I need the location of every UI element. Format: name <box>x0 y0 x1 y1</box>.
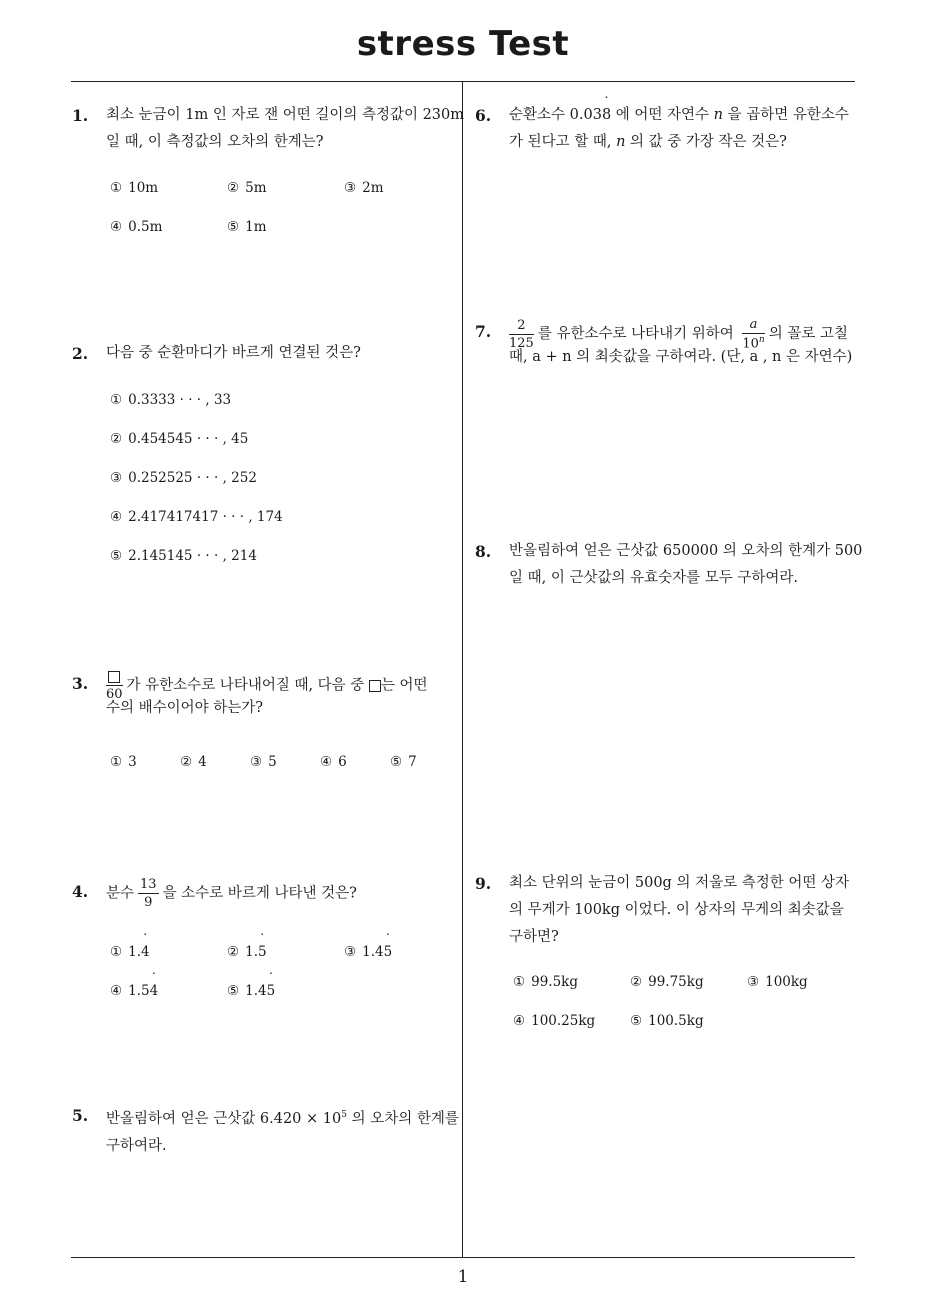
choice-mark: ② <box>630 974 643 990</box>
choice-value: 100.25kg <box>531 1013 596 1029</box>
question-number: 2. <box>72 344 89 363</box>
choice-1[interactable] <box>110 392 231 408</box>
blank-box-icon <box>108 671 120 683</box>
question-number: 6. <box>475 106 492 125</box>
choice-mark: ③ <box>344 944 357 960</box>
question-text: 는 어떤 <box>380 677 428 694</box>
question-text: 가 유한소수로 나타내어질 때, 다음 중 <box>126 677 365 694</box>
choice-mark: ⑤ <box>227 983 240 999</box>
choice-mark: ③ <box>250 754 263 770</box>
choice-mark: ③ <box>344 180 357 196</box>
choice-mark: ② <box>180 754 193 770</box>
choice-value: 0.5m <box>128 219 163 235</box>
repeating-digit: 5 ˙ <box>267 983 276 999</box>
choice-value: 10m <box>128 180 159 196</box>
choice-4[interactable] <box>110 983 158 999</box>
question-text: 일 때, 이 근삿값의 유효숫자를 모두 구하여라. <box>509 570 798 586</box>
choice-mark: ④ <box>320 754 333 770</box>
choice-mark: ④ <box>513 1013 526 1029</box>
question-text: 반올림하여 얻은 근삿값 6.420 × 10 <box>106 1110 342 1127</box>
choice-5[interactable] <box>630 1013 704 1029</box>
question-text: 때, a + n 의 최솟값을 구하여라. (단, a , n 은 자연수) <box>509 349 853 366</box>
fraction-denominator: 10 <box>742 336 759 352</box>
choice-mark: ④ <box>110 509 123 525</box>
choice-value: 1. <box>128 944 141 960</box>
question-text: 일 때, 이 측정값의 오차의 한계는? <box>106 134 324 150</box>
choice-value: 6 <box>338 754 347 770</box>
choice-1[interactable] <box>513 974 578 990</box>
choice-4[interactable] <box>320 754 347 770</box>
question-text: 반올림하여 얻은 근삿값 650000 의 오차의 한계가 500 <box>509 543 863 559</box>
question-text: 의 값 중 가장 작은 것은? <box>625 134 787 150</box>
question-text: 의 오차의 한계를 <box>346 1110 459 1127</box>
choice-mark: ⑤ <box>227 219 240 235</box>
variable: n <box>616 134 626 150</box>
choice-1[interactable] <box>110 944 150 960</box>
choice-mark: ① <box>110 180 123 196</box>
choice-mark: ① <box>110 392 123 408</box>
choice-value: 5 <box>268 754 277 770</box>
question-number: 1. <box>72 106 89 125</box>
fraction-denominator: 125 <box>509 335 534 351</box>
bottom-rule <box>71 1257 855 1258</box>
question-text: 을 곱하면 유한소수 <box>723 107 849 123</box>
blank-box-icon <box>369 680 381 692</box>
question-text: 최소 눈금이 1m 인 자로 잰 어떤 길이의 측정값이 230m <box>106 107 465 123</box>
choice-3[interactable] <box>250 754 277 770</box>
question-text: 구하면? <box>509 929 559 945</box>
choice-value: 0.3333 · · · , 33 <box>128 392 232 408</box>
fraction-numerator: 2 <box>509 319 534 335</box>
question-number: 8. <box>475 542 492 561</box>
question-number: 9. <box>475 874 492 893</box>
choice-mark: ⑤ <box>630 1013 643 1029</box>
question-text: 분수 <box>106 885 135 902</box>
question-number: 5. <box>72 1106 89 1125</box>
choice-value: 1m <box>245 219 267 235</box>
choice-5[interactable] <box>110 548 257 564</box>
choice-5[interactable] <box>390 754 417 770</box>
choice-value: 1.4 <box>245 983 267 999</box>
question-text: 구하여라. <box>106 1137 167 1154</box>
choice-mark: ① <box>110 944 123 960</box>
exponent: 5 <box>341 1110 347 1120</box>
choice-4[interactable] <box>110 509 283 525</box>
column-divider <box>462 82 463 1258</box>
choice-value: 0.252525 · · · , 252 <box>128 470 257 486</box>
question-text: 의 무게가 100kg 이었다. 이 상자의 무게의 최솟값을 <box>509 902 844 918</box>
choice-mark: ③ <box>747 974 760 990</box>
choice-mark: ① <box>110 754 123 770</box>
choice-mark: ② <box>227 944 240 960</box>
choice-value: 4 <box>198 754 207 770</box>
question-text: 순환소수 0.03 <box>509 107 602 123</box>
choice-3[interactable] <box>344 944 392 960</box>
variable: n <box>713 107 723 123</box>
choice-value: 99.5kg <box>531 974 578 990</box>
variable: a <box>749 317 758 332</box>
choice-1[interactable] <box>110 180 158 196</box>
choice-2[interactable] <box>180 754 207 770</box>
choice-5[interactable] <box>227 219 267 235</box>
repeating-digit: 4 ˙ <box>141 944 150 960</box>
question-number: 3. <box>72 674 89 693</box>
question-number: 4. <box>72 882 89 901</box>
choice-2[interactable] <box>227 180 267 196</box>
top-rule <box>71 81 855 82</box>
choice-mark: ② <box>227 180 240 196</box>
choice-value: 1.5 <box>128 983 150 999</box>
choice-value: 1. <box>245 944 258 960</box>
choice-value: 1.4 <box>362 944 384 960</box>
question-text: 를 유한소수로 나타내기 위하여 <box>537 326 734 343</box>
choice-2[interactable] <box>227 944 267 960</box>
choice-value: 5m <box>245 180 267 196</box>
choice-3[interactable] <box>344 180 384 196</box>
fraction-numerator: 13 <box>140 877 157 892</box>
page-number: 1 <box>457 1267 469 1287</box>
choice-value: 100.5kg <box>648 1013 704 1029</box>
choice-mark: ④ <box>110 983 123 999</box>
choice-2[interactable] <box>110 431 248 447</box>
question-number: 7. <box>475 322 492 341</box>
repeating-digit: 8 ˙ <box>602 102 611 129</box>
choice-value: 2.417417417 · · · , 174 <box>128 509 283 525</box>
choice-value: 2m <box>362 180 384 196</box>
fraction <box>138 878 159 909</box>
choice-1[interactable] <box>110 754 137 770</box>
choice-value: 99.75kg <box>648 974 704 990</box>
question-text: 가 된다고 할 때, <box>509 134 617 150</box>
choice-mark: ② <box>110 431 123 447</box>
choice-value: 100kg <box>765 974 808 990</box>
choice-5[interactable] <box>227 983 275 999</box>
question-text: 을 소수로 바르게 나타낸 것은? <box>162 885 357 902</box>
choice-mark: ⑤ <box>390 754 403 770</box>
choice-value: 7 <box>408 754 417 770</box>
choice-value: 0.454545 · · · , 45 <box>128 431 249 447</box>
repeating-digit: 5 ˙ <box>384 944 393 960</box>
repeating-digit: 5 ˙ <box>258 944 267 960</box>
choice-mark: ④ <box>110 219 123 235</box>
choice-value: 2.145145 · · · , 214 <box>128 548 257 564</box>
page-title: stress Test <box>356 24 570 64</box>
choice-4[interactable] <box>513 1013 595 1029</box>
choice-3[interactable] <box>747 974 808 990</box>
fraction-denominator: 60 <box>106 687 123 702</box>
question-text: 에 어떤 자연수 <box>611 107 714 123</box>
fraction-denominator: 9 <box>144 895 153 910</box>
question-text: 수의 배수이어야 하는가? <box>106 700 264 716</box>
question-text: 다음 중 순환마디가 바르게 연결된 것은? <box>106 345 361 361</box>
choice-2[interactable] <box>630 974 704 990</box>
question-text: 최소 단위의 눈금이 500g 의 저울로 측정한 어떤 상자 <box>509 875 849 891</box>
choice-value: 3 <box>128 754 137 770</box>
choice-4[interactable] <box>110 219 162 235</box>
choice-mark: ⑤ <box>110 548 123 564</box>
question-text: 의 꼴로 고칠 <box>768 326 848 343</box>
choice-mark: ③ <box>110 470 123 486</box>
repeating-digit: 4 ˙ <box>150 983 159 999</box>
exponent: n <box>758 335 765 345</box>
choice-mark: ① <box>513 974 526 990</box>
choice-3[interactable] <box>110 470 257 486</box>
